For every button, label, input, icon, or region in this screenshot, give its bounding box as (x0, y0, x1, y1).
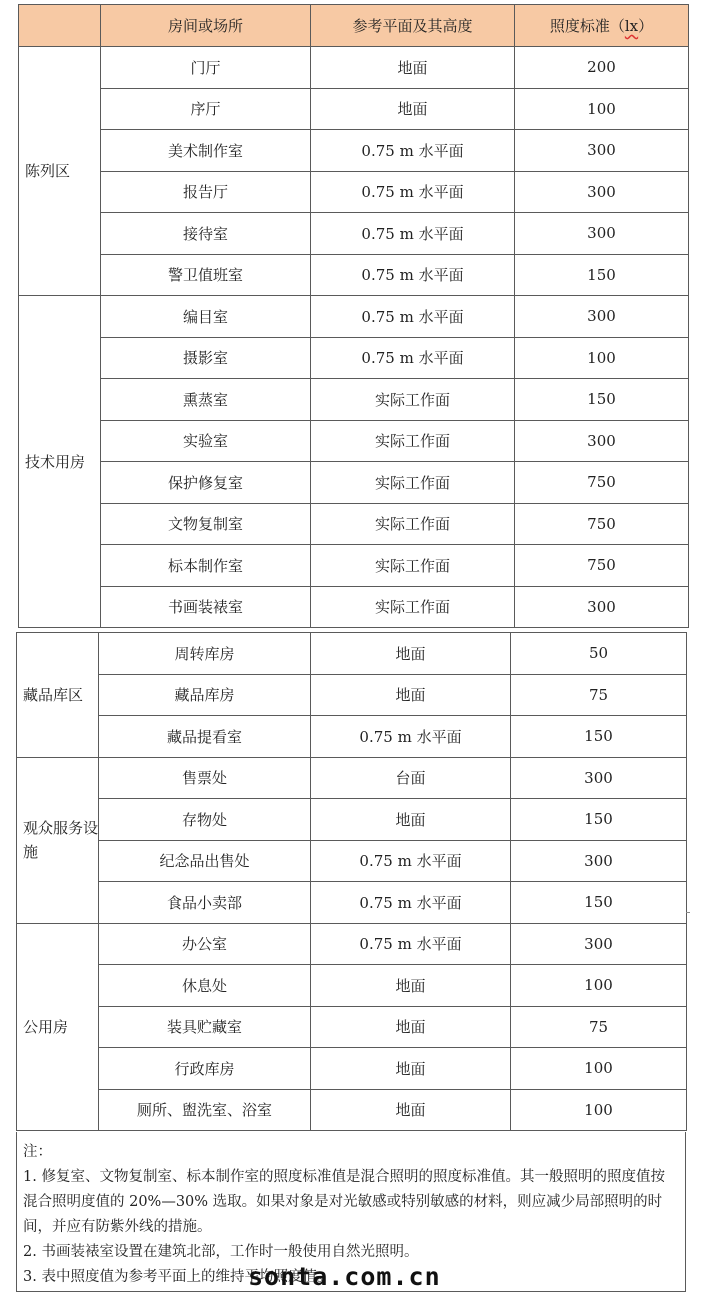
lux-cell: 300 (515, 130, 689, 172)
table-row (17, 757, 687, 799)
lux-cell: 100 (515, 337, 689, 379)
lux-cell: 200 (515, 47, 689, 89)
room-cell: 纪念品出售处 (99, 840, 311, 882)
room-cell: 售票处 (99, 757, 311, 799)
area-cell: 观众服务设施 (17, 757, 99, 923)
room-cell: 序厅 (101, 88, 311, 130)
room-cell: 藏品库房 (99, 674, 311, 716)
table-row (19, 171, 689, 213)
room-cell: 书画装裱室 (101, 586, 311, 628)
area-cell: 公用房 (17, 923, 99, 1131)
header-room: 房间或场所 (101, 5, 311, 47)
room-cell: 周转库房 (99, 633, 311, 675)
room-cell: 文物复制室 (101, 503, 311, 545)
plane-cell: 0.75 m 水平面 (311, 213, 515, 255)
table-row (17, 799, 687, 841)
room-cell: 熏蒸室 (101, 379, 311, 421)
table-row (19, 420, 689, 462)
table-row (19, 213, 689, 255)
notes-title: 注： (23, 1144, 52, 1160)
room-cell: 厕所、盥洗室、浴室 (99, 1089, 311, 1131)
plane-cell: 实际工作面 (311, 462, 515, 504)
table-row (17, 716, 687, 758)
lux-cell: 300 (511, 757, 687, 799)
note-1: 1. 修复室、文物复制室、标本制作室的照度标准值是混合照明的照度标准值。其一般照明的照度值按混合照明度值的 20%—30% 选取。如果对象是对光敏感或特别敏感的材料，则应减少局部照明的时间，并应有防紫外线的措施。 (23, 1169, 665, 1235)
table-row (19, 88, 689, 130)
room-cell: 办公室 (99, 923, 311, 965)
plane-cell: 0.75 m 水平面 (311, 840, 511, 882)
edge-tick (686, 912, 690, 913)
room-cell: 警卫值班室 (101, 254, 311, 296)
lux-cell: 300 (515, 420, 689, 462)
plane-cell: 0.75 m 水平面 (311, 716, 511, 758)
header-empty (19, 5, 101, 47)
table-row (19, 254, 689, 296)
plane-cell: 实际工作面 (311, 503, 515, 545)
room-cell: 装具贮藏室 (99, 1006, 311, 1048)
plane-cell: 地面 (311, 1089, 511, 1131)
plane-cell: 0.75 m 水平面 (311, 254, 515, 296)
room-cell: 存物处 (99, 799, 311, 841)
lux-cell: 300 (511, 923, 687, 965)
area-cell: 藏品库区 (17, 633, 99, 758)
plane-cell: 0.75 m 水平面 (311, 337, 515, 379)
plane-cell: 实际工作面 (311, 545, 515, 587)
plane-cell: 地面 (311, 88, 515, 130)
plane-cell: 地面 (311, 1006, 511, 1048)
lux-cell: 750 (515, 462, 689, 504)
area-cell: 陈列区 (19, 47, 101, 296)
table-row (19, 337, 689, 379)
header-plane: 参考平面及其高度 (311, 5, 515, 47)
room-cell: 实验室 (101, 420, 311, 462)
lux-cell: 300 (515, 213, 689, 255)
table-row (19, 586, 689, 628)
room-cell: 报告厅 (101, 171, 311, 213)
lux-cell: 75 (511, 1006, 687, 1048)
illuminance-table-bottom (16, 632, 687, 1131)
room-cell: 标本制作室 (101, 545, 311, 587)
table-row (19, 545, 689, 587)
plane-cell: 0.75 m 水平面 (311, 923, 511, 965)
table-row (19, 130, 689, 172)
table-row (17, 923, 687, 965)
room-cell: 藏品提看室 (99, 716, 311, 758)
plane-cell: 地面 (311, 47, 515, 89)
lux-cell: 300 (511, 840, 687, 882)
room-cell: 美术制作室 (101, 130, 311, 172)
plane-cell: 实际工作面 (311, 420, 515, 462)
plane-cell: 实际工作面 (311, 379, 515, 421)
room-cell: 接待室 (101, 213, 311, 255)
plane-cell: 地面 (311, 1048, 511, 1090)
plane-cell: 0.75 m 水平面 (311, 130, 515, 172)
table-row (17, 965, 687, 1007)
lux-cell: 300 (515, 296, 689, 338)
header-standard: 照度标准（lx） (515, 5, 689, 47)
lux-cell: 150 (511, 716, 687, 758)
table-row (19, 462, 689, 504)
plane-cell: 地面 (311, 674, 511, 716)
lux-cell: 750 (515, 545, 689, 587)
room-cell: 行政库房 (99, 1048, 311, 1090)
lux-cell: 150 (515, 254, 689, 296)
watermark: sonta.com.cn (248, 1262, 441, 1291)
room-cell: 编目室 (101, 296, 311, 338)
lux-cell: 300 (515, 586, 689, 628)
lux-cell: 300 (515, 171, 689, 213)
note-3: 3. 表中照度值为参考平面上的维持平均照度值。 (23, 1269, 332, 1285)
plane-cell: 地面 (311, 799, 511, 841)
plane-cell: 地面 (311, 965, 511, 1007)
table-row (17, 840, 687, 882)
plane-cell: 地面 (311, 633, 511, 675)
table-row (19, 379, 689, 421)
lux-cell: 150 (515, 379, 689, 421)
lux-cell: 100 (511, 965, 687, 1007)
plane-cell: 实际工作面 (311, 586, 515, 628)
illuminance-table-top (18, 4, 689, 628)
lux-cell: 100 (515, 88, 689, 130)
lux-cell: 750 (515, 503, 689, 545)
table-row (17, 674, 687, 716)
table-row (19, 47, 689, 89)
plane-cell: 0.75 m 水平面 (311, 296, 515, 338)
room-cell: 摄影室 (101, 337, 311, 379)
room-cell: 休息处 (99, 965, 311, 1007)
table-row (19, 503, 689, 545)
table-row (17, 882, 687, 924)
room-cell: 保护修复室 (101, 462, 311, 504)
table-row (19, 296, 689, 338)
lux-cell: 50 (511, 633, 687, 675)
plane-cell: 0.75 m 水平面 (311, 882, 511, 924)
plane-cell: 0.75 m 水平面 (311, 171, 515, 213)
room-cell: 食品小卖部 (99, 882, 311, 924)
table-row (17, 1006, 687, 1048)
area-cell: 技术用房 (19, 296, 101, 628)
room-cell: 门厅 (101, 47, 311, 89)
table-header-row (19, 5, 689, 47)
lux-cell: 100 (511, 1089, 687, 1131)
lux-cell: 75 (511, 674, 687, 716)
plane-cell: 台面 (311, 757, 511, 799)
table-row (17, 1048, 687, 1090)
lux-cell: 100 (511, 1048, 687, 1090)
lux-cell: 150 (511, 882, 687, 924)
table-row (17, 633, 687, 675)
table-row (17, 1089, 687, 1131)
lux-cell: 150 (511, 799, 687, 841)
note-2: 2. 书画装裱室设置在建筑北部，工作时一般使用自然光照明。 (23, 1244, 419, 1260)
